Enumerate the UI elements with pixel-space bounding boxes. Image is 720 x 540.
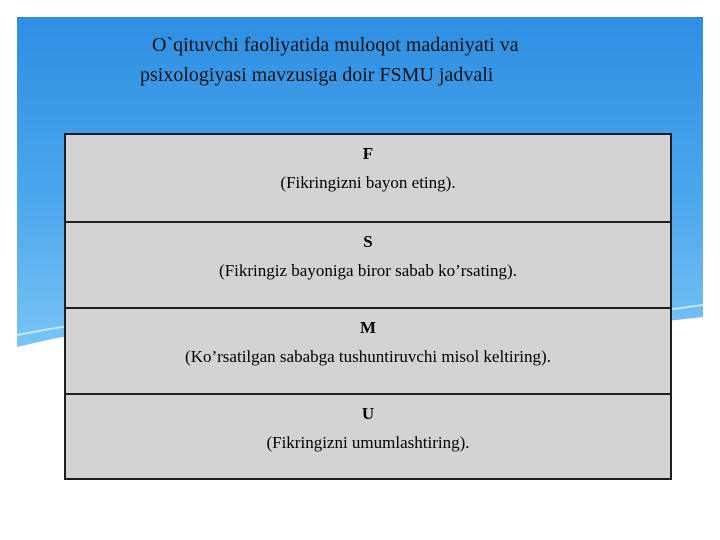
row-letter: F: [362, 144, 374, 163]
row-letter: S: [363, 232, 373, 251]
fsmu-table: [64, 133, 672, 480]
table-row-f: [66, 135, 670, 221]
row-letter: U: [361, 404, 375, 423]
table-row-m: [66, 307, 670, 393]
row-description: (Ko’rsatilgan sababga tushuntiruvchi misol keltiring).: [185, 347, 551, 366]
table-row-s: [66, 221, 670, 307]
title-line-1: O`qituvchi faoliyatida muloqot madaniyati va: [152, 34, 519, 56]
title-line-2: psixologiyasi mavzusiga doir FSMU jadvali: [140, 64, 494, 86]
row-description: (Fikringizni umumlashtiring).: [266, 433, 470, 452]
row-description: (Fikringiz bayoniga biror sabab ko’rsating).: [219, 261, 517, 280]
table-row-u: [66, 393, 670, 479]
row-letter: M: [359, 318, 377, 337]
slide-title: [140, 30, 600, 90]
row-description: (Fikringizni bayon eting).: [280, 173, 456, 192]
